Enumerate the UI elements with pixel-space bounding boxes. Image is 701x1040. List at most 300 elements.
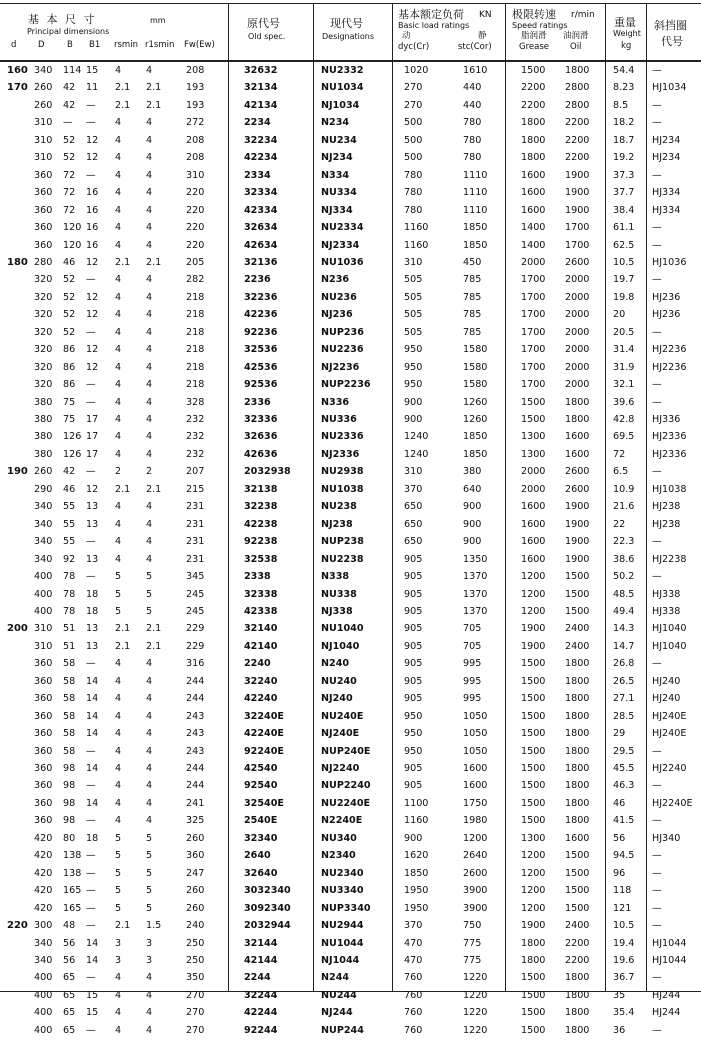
- cell-oil-speed: 2600: [565, 256, 590, 268]
- cell-r1smin: 4: [146, 65, 153, 76]
- cell-B: 48: [63, 920, 76, 932]
- cell-dynamic-load: 760: [404, 1024, 423, 1036]
- cell-rsmin: 2.1: [115, 256, 131, 268]
- cell-static-load: 3900: [463, 902, 488, 914]
- cell-ring: HJ238: [652, 518, 681, 530]
- cell-oil-speed: 2200: [565, 937, 590, 949]
- cell-weight: 31.9: [613, 361, 635, 373]
- cell-fw: 272: [186, 117, 205, 129]
- table-row: [0, 132, 701, 150]
- cell-fw: 244: [186, 675, 205, 687]
- cell-designation: NU2944: [321, 920, 364, 932]
- cell-D: 260: [34, 99, 53, 111]
- cell-oil-speed: 1800: [565, 780, 590, 792]
- cell-fw: 232: [186, 448, 205, 460]
- cell-grease-speed: 1800: [521, 134, 546, 146]
- cell-rsmin: 4: [115, 204, 122, 216]
- cell-grease-speed: 1500: [521, 1024, 546, 1036]
- cell-designation: NJ236: [321, 309, 353, 321]
- cell-dynamic-load: 500: [404, 134, 423, 146]
- table-row: [0, 586, 701, 604]
- cell-ring: HJ240E: [652, 710, 687, 722]
- cell-D: 280: [34, 256, 53, 268]
- cell-ring: HJ1038: [652, 483, 687, 495]
- cell-static-load: 1580: [463, 344, 488, 356]
- cell-fw: 220: [186, 222, 205, 234]
- cell-designation: NUP236: [321, 326, 364, 338]
- cell-B: 58: [63, 728, 76, 740]
- cell-B1: 12: [86, 152, 99, 164]
- cell-D: 320: [34, 274, 53, 286]
- cell-old-spec: 32144: [244, 937, 278, 949]
- cell-dynamic-load: 505: [404, 291, 423, 303]
- cell-r1smin: 4: [146, 291, 153, 303]
- cell-ring: HJ2336: [652, 431, 687, 443]
- col-head-d: d: [11, 40, 17, 50]
- principal-dimensions-cn: 基 本 尺 寸: [28, 13, 97, 26]
- cell-B: 120: [63, 239, 82, 251]
- cell-fw: 207: [186, 466, 205, 478]
- cell-weight: 46.3: [613, 780, 635, 792]
- cell-rsmin: 2.1: [115, 99, 131, 111]
- cell-r1smin: 4: [146, 745, 153, 757]
- load-unit: KN: [479, 10, 492, 20]
- cell-oil-speed: 2400: [565, 640, 590, 652]
- table-row: [0, 673, 701, 691]
- cell-fw: 218: [186, 291, 205, 303]
- cell-ring: —: [652, 99, 662, 111]
- table-row: [0, 760, 701, 778]
- cell-rsmin: 4: [115, 448, 122, 460]
- cell-B1: —: [86, 780, 96, 792]
- cell-B: 52: [63, 326, 76, 338]
- cell-ring: HJ2238: [652, 553, 687, 565]
- cell-B: 46: [63, 483, 76, 495]
- cell-r1smin: 2.1: [146, 640, 162, 652]
- table-row: [0, 341, 701, 359]
- cell-B: 52: [63, 309, 76, 321]
- cell-fw: 229: [186, 623, 205, 635]
- table-row: [0, 149, 701, 167]
- cell-designation: N2240E: [321, 815, 363, 827]
- cell-oil-speed: 1800: [565, 1007, 590, 1019]
- cell-designation: NU338: [321, 588, 357, 600]
- cell-fw: 250: [186, 954, 205, 966]
- cell-static-load: 1850: [463, 239, 488, 251]
- cell-oil-speed: 1800: [565, 710, 590, 722]
- cell-designation: NU2240E: [321, 797, 371, 809]
- cell-r1smin: 5: [146, 588, 153, 600]
- cell-ring: HJ2336: [652, 448, 687, 460]
- cell-D: 380: [34, 414, 53, 425]
- cell-oil-speed: 1600: [565, 448, 590, 460]
- cell-oil-speed: 1900: [565, 501, 590, 513]
- cell-rsmin: 4: [115, 553, 122, 565]
- cell-designation: NU240E: [321, 710, 364, 722]
- cell-B1: —: [86, 885, 96, 897]
- cell-designation: NUP244: [321, 1024, 364, 1036]
- table-row: [0, 830, 701, 848]
- cell-old-spec: 92236: [244, 326, 278, 338]
- cell-B: 51: [63, 623, 76, 635]
- cell-B: 75: [63, 414, 76, 425]
- cell-static-load: 1220: [463, 1024, 488, 1036]
- cell-r1smin: 4: [146, 1024, 153, 1036]
- cell-old-spec: 2244: [244, 972, 271, 984]
- cell-B: 52: [63, 134, 76, 146]
- cell-dynamic-load: 1160: [404, 222, 429, 234]
- cell-weight: 22: [613, 518, 626, 530]
- table-row: [0, 533, 701, 551]
- cell-B: 165: [63, 885, 82, 897]
- cell-B: 126: [63, 431, 82, 443]
- cell-oil-speed: 1900: [565, 204, 590, 216]
- cell-B: 98: [63, 797, 76, 809]
- cell-B1: 13: [86, 623, 99, 635]
- cell-old-spec: 92536: [244, 379, 278, 391]
- cell-rsmin: 2.1: [115, 920, 131, 932]
- cell-grease-speed: 1400: [521, 222, 546, 234]
- cell-dynamic-load: 505: [404, 326, 423, 338]
- cell-rsmin: 4: [115, 728, 122, 740]
- cell-D: 360: [34, 658, 53, 670]
- cell-B1: 17: [86, 414, 99, 425]
- cell-rsmin: 4: [115, 239, 122, 251]
- cell-ring: —: [652, 885, 662, 897]
- cell-grease-speed: 2200: [521, 99, 546, 111]
- cell-weight: 19.8: [613, 291, 635, 303]
- cell-ring: HJ234: [652, 152, 681, 164]
- cell-designation: NU234: [321, 134, 357, 146]
- cell-static-load: 995: [463, 693, 482, 705]
- cell-ring: —: [652, 466, 662, 478]
- cell-weight: 20.5: [613, 326, 635, 338]
- cell-static-load: 1110: [463, 204, 488, 216]
- cell-r1smin: 4: [146, 169, 153, 181]
- cell-static-load: 1750: [463, 797, 488, 809]
- cell-fw: 218: [186, 361, 205, 373]
- table-row: [0, 1022, 701, 1040]
- cell-r1smin: 4: [146, 710, 153, 722]
- cell-D: 340: [34, 553, 53, 565]
- designations-en: Designations: [322, 32, 375, 41]
- cell-D: 360: [34, 187, 53, 199]
- cell-oil-speed: 1800: [565, 675, 590, 687]
- cell-dynamic-load: 760: [404, 1007, 423, 1019]
- cell-designation: NJ334: [321, 204, 353, 216]
- cell-B: 55: [63, 536, 76, 548]
- cell-oil-speed: 1900: [565, 187, 590, 199]
- table-row: [0, 900, 701, 918]
- cell-grease-speed: 1600: [521, 553, 546, 565]
- cell-oil-speed: 1800: [565, 414, 590, 425]
- cell-designation: NJ240E: [321, 728, 360, 740]
- cell-dynamic-load: 1950: [404, 902, 429, 914]
- cell-oil-speed: 1800: [565, 745, 590, 757]
- cell-weight: 31.4: [613, 344, 635, 356]
- cell-old-spec: 2338: [244, 571, 271, 583]
- cell-D: 260: [34, 82, 53, 94]
- cell-static-load: 775: [463, 954, 482, 966]
- cell-fw: 270: [186, 1007, 205, 1019]
- cell-B: 42: [63, 466, 76, 478]
- cell-B: 72: [63, 187, 76, 199]
- static-en: stc(Cor): [458, 42, 492, 52]
- cell-designation: N234: [321, 117, 350, 129]
- cell-B1: —: [86, 99, 96, 111]
- cell-r1smin: 4: [146, 309, 153, 321]
- cell-D: 360: [34, 169, 53, 181]
- cell-B1: —: [86, 658, 96, 670]
- cell-B: 55: [63, 501, 76, 513]
- cell-old-spec: 32336: [244, 414, 278, 425]
- cell-static-load: 1580: [463, 361, 488, 373]
- cell-B1: 13: [86, 553, 99, 565]
- cell-B1: —: [86, 396, 96, 408]
- cell-oil-speed: 2600: [565, 466, 590, 478]
- cell-rsmin: 4: [115, 745, 122, 757]
- cell-static-load: 775: [463, 937, 482, 949]
- cell-ring: HJ244: [652, 1007, 681, 1019]
- cell-weight: 10.5: [613, 256, 635, 268]
- cell-designation: N338: [321, 571, 350, 583]
- cell-r1smin: 4: [146, 815, 153, 827]
- table-row: [0, 568, 701, 586]
- table-row: [0, 411, 701, 429]
- cell-ring: —: [652, 658, 662, 670]
- cell-rsmin: 5: [115, 832, 122, 844]
- cell-static-load: 1220: [463, 989, 488, 1001]
- cell-old-spec: 32536: [244, 344, 278, 356]
- cell-weight: 8.5: [613, 99, 629, 111]
- weight-unit: kg: [621, 41, 632, 51]
- cell-rsmin: 4: [115, 309, 122, 321]
- cell-old-spec: 42144: [244, 954, 278, 966]
- cell-oil-speed: 2000: [565, 326, 590, 338]
- cell-static-load: 1110: [463, 187, 488, 199]
- cell-static-load: 995: [463, 675, 482, 687]
- cell-r1smin: 5: [146, 832, 153, 844]
- cell-rsmin: 3: [115, 954, 122, 966]
- table-row: [0, 97, 701, 115]
- cell-rsmin: 5: [115, 605, 122, 617]
- cell-B: 86: [63, 379, 76, 391]
- cell-B1: 12: [86, 344, 99, 356]
- cell-B1: 12: [86, 256, 99, 268]
- cell-oil-speed: 1800: [565, 658, 590, 670]
- cell-rsmin: 4: [115, 1024, 122, 1036]
- cell-dynamic-load: 905: [404, 553, 423, 565]
- cell-fw: 208: [186, 65, 205, 76]
- cell-D: 340: [34, 536, 53, 548]
- cell-old-spec: 2032944: [244, 920, 291, 932]
- cell-B: —: [63, 117, 73, 129]
- cell-old-spec: 42540: [244, 763, 278, 774]
- cell-B1: —: [86, 815, 96, 827]
- cell-ring: —: [652, 972, 662, 984]
- unit-mm: mm: [150, 16, 166, 25]
- cell-B1: 16: [86, 204, 99, 216]
- cell-ring: —: [652, 169, 662, 181]
- cell-rsmin: 4: [115, 710, 122, 722]
- cell-old-spec: 32640: [244, 867, 278, 879]
- cell-ring: —: [652, 571, 662, 583]
- cell-oil-speed: 1800: [565, 693, 590, 705]
- cell-old-spec: 2234: [244, 117, 271, 129]
- cell-fw: 360: [186, 850, 205, 862]
- cell-B: 72: [63, 204, 76, 216]
- cell-old-spec: 32334: [244, 187, 278, 199]
- cell-B: 42: [63, 82, 76, 94]
- table-row: [0, 969, 701, 987]
- cell-dynamic-load: 505: [404, 309, 423, 321]
- cell-rsmin: 4: [115, 152, 122, 164]
- cell-dynamic-load: 270: [404, 99, 423, 111]
- cell-B: 78: [63, 605, 76, 617]
- cell-ring: HJ1044: [652, 954, 687, 966]
- cell-r1smin: 4: [146, 274, 153, 286]
- cell-D: 360: [34, 239, 53, 251]
- cell-designation: NU240: [321, 675, 357, 687]
- cell-dynamic-load: 370: [404, 483, 423, 495]
- cell-B1: 14: [86, 693, 99, 705]
- cell-B: 78: [63, 571, 76, 583]
- cell-dynamic-load: 650: [404, 501, 423, 513]
- cell-weight: 62.5: [613, 239, 635, 251]
- cell-r1smin: 4: [146, 728, 153, 740]
- cell-D: 380: [34, 396, 53, 408]
- cell-fw: 270: [186, 1024, 205, 1036]
- cell-D: 310: [34, 640, 53, 652]
- static-cn: 静: [478, 31, 487, 41]
- cell-rsmin: 5: [115, 588, 122, 600]
- cell-D: 310: [34, 134, 53, 146]
- cell-fw: 231: [186, 518, 205, 530]
- cell-grease-speed: 1500: [521, 989, 546, 1001]
- cell-dynamic-load: 780: [404, 204, 423, 216]
- cell-weight: 29.5: [613, 745, 635, 757]
- cell-grease-speed: 2000: [521, 466, 546, 478]
- cell-old-spec: 42134: [244, 99, 278, 111]
- cell-fw: 218: [186, 309, 205, 321]
- cell-old-spec: 42140: [244, 640, 278, 652]
- cell-B1: 15: [86, 65, 99, 76]
- cell-D: 360: [34, 728, 53, 740]
- cell-grease-speed: 1200: [521, 850, 546, 862]
- cell-grease-speed: 1700: [521, 274, 546, 286]
- cell-r1smin: 4: [146, 658, 153, 670]
- designations-cn: 现代号: [330, 17, 363, 30]
- cell-old-spec: 32240E: [244, 710, 284, 722]
- cell-D: 400: [34, 1024, 53, 1036]
- principal-dimensions-en: Principal dimensions: [27, 27, 110, 36]
- cell-r1smin: 4: [146, 780, 153, 792]
- cell-weight: 37.3: [613, 169, 635, 181]
- cell-weight: 56: [613, 832, 626, 844]
- cell-static-load: 785: [463, 309, 482, 321]
- cell-designation: NJ2336: [321, 448, 360, 460]
- cell-fw: 241: [186, 797, 205, 809]
- cell-B1: 17: [86, 448, 99, 460]
- cell-oil-speed: 1800: [565, 728, 590, 740]
- cell-r1smin: 2: [146, 466, 153, 478]
- cell-B1: 16: [86, 187, 99, 199]
- cell-fw: 232: [186, 431, 205, 443]
- cell-dynamic-load: 950: [404, 361, 423, 373]
- table-row: [0, 708, 701, 726]
- cell-fw: 260: [186, 885, 205, 897]
- cell-dynamic-load: 950: [404, 379, 423, 391]
- cell-designation: N236: [321, 274, 350, 286]
- cell-D: 400: [34, 972, 53, 984]
- cell-grease-speed: 1200: [521, 885, 546, 897]
- cell-B1: 14: [86, 954, 99, 966]
- cell-grease-speed: 1700: [521, 344, 546, 356]
- cell-rsmin: 4: [115, 693, 122, 705]
- cell-B1: —: [86, 867, 96, 879]
- cell-designation: NU336: [321, 414, 357, 425]
- cell-D: 340: [34, 501, 53, 513]
- cell-dynamic-load: 1620: [404, 850, 429, 862]
- cell-designation: NU2340: [321, 867, 364, 879]
- cell-B: 92: [63, 553, 76, 565]
- cell-r1smin: 5: [146, 885, 153, 897]
- cell-rsmin: 5: [115, 902, 122, 914]
- cell-old-spec: 32338: [244, 588, 278, 600]
- cell-rsmin: 4: [115, 501, 122, 513]
- cell-dynamic-load: 1240: [404, 431, 429, 443]
- cell-B1: —: [86, 920, 96, 932]
- cell-D: 340: [34, 518, 53, 530]
- cell-weight: 121: [613, 902, 632, 914]
- cell-r1smin: 4: [146, 326, 153, 338]
- cell-ring: —: [652, 396, 662, 408]
- cell-fw: 260: [186, 832, 205, 844]
- cell-D: 400: [34, 571, 53, 583]
- cell-ring: HJ334: [652, 187, 681, 199]
- cell-D: 360: [34, 780, 53, 792]
- cell-B: 56: [63, 954, 76, 966]
- cell-ring: HJ2240E: [652, 797, 693, 809]
- cell-designation: N2340: [321, 850, 356, 862]
- cell-dynamic-load: 780: [404, 169, 423, 181]
- cell-rsmin: 4: [115, 65, 122, 76]
- cell-rsmin: 5: [115, 867, 122, 879]
- cell-r1smin: 4: [146, 536, 153, 548]
- weight-cn: 重量: [614, 16, 636, 29]
- cell-dynamic-load: 1160: [404, 239, 429, 251]
- cell-static-load: 1370: [463, 605, 488, 617]
- cell-B1: 14: [86, 710, 99, 722]
- cell-grease-speed: 1500: [521, 658, 546, 670]
- oil-cn: 油润滑: [563, 31, 589, 41]
- table-row: [0, 289, 701, 307]
- cell-static-load: 900: [463, 536, 482, 548]
- cell-fw: 232: [186, 414, 205, 425]
- cell-grease-speed: 2200: [521, 82, 546, 94]
- cell-D: 360: [34, 204, 53, 216]
- cell-oil-speed: 2000: [565, 309, 590, 321]
- cell-static-load: 2640: [463, 850, 488, 862]
- cell-ring: —: [652, 867, 662, 879]
- cell-weight: 26.8: [613, 658, 635, 670]
- cell-fw: 245: [186, 605, 205, 617]
- table-row: [0, 167, 701, 185]
- cell-ring: —: [652, 745, 662, 757]
- cell-static-load: 1370: [463, 588, 488, 600]
- cell-fw: 208: [186, 152, 205, 164]
- cell-ring: —: [652, 274, 662, 286]
